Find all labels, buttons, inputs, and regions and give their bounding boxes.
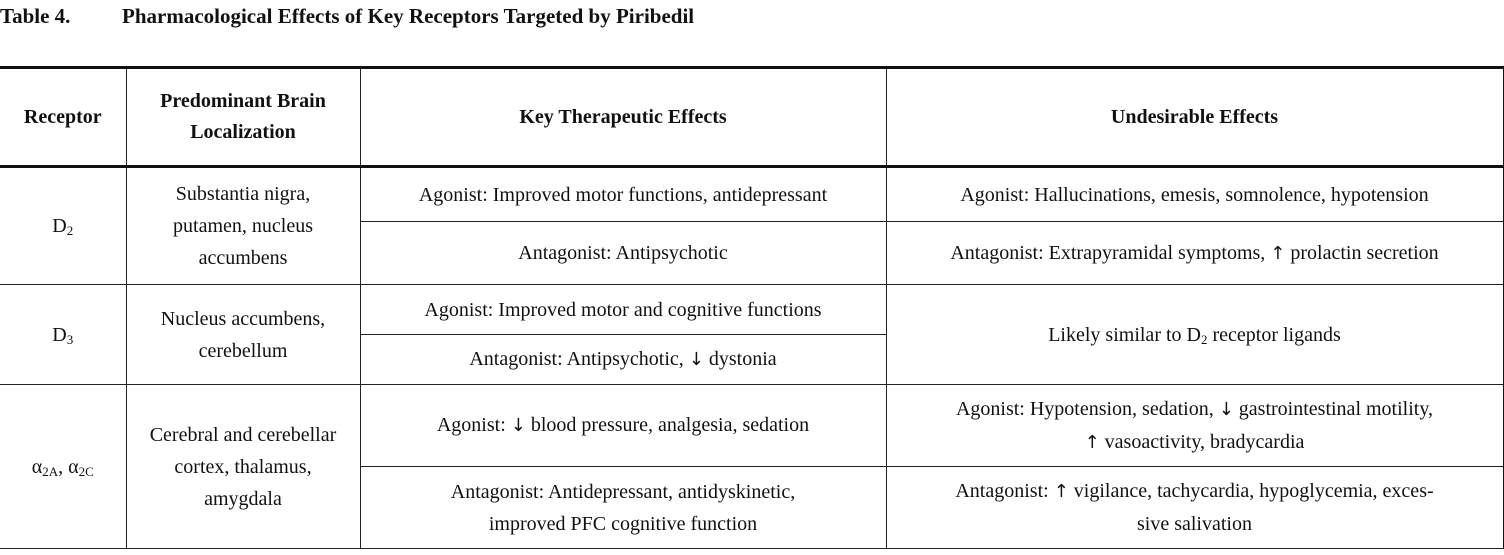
header-therapeutic: Key Therapeutic Effects	[360, 68, 886, 167]
alpha-antagonist-undesirable-suffix: vigilance, tachycardia, hypoglycemia, exces-	[1068, 480, 1434, 502]
alpha-antagonist-therapeutic	[360, 467, 886, 549]
alpha-agonist-therapeutic-suffix: blood pressure, analgesia, sedation	[525, 414, 810, 436]
header-localization	[126, 68, 360, 167]
d3-antagonist-therapeutic	[360, 335, 886, 385]
down-arrow-icon: ↓	[1218, 398, 1234, 420]
d2-agonist-undesirable: Agonist: Hallucinations, emesis, somnolence, hypotension	[886, 167, 1504, 222]
down-arrow-icon: ↓	[688, 349, 704, 370]
receptor-d2	[0, 167, 126, 285]
alpha-antagonist-undesirable-prefix: Antagonist:	[955, 480, 1054, 502]
d3-agonist-therapeutic: Agonist: Improved motor and cognitive functions	[360, 285, 886, 335]
d3-antagonist-therapeutic-prefix: Antagonist: Antipsychotic,	[469, 348, 689, 370]
localization-alpha-text: Cerebral and cerebellar cortex, thalamus, amygdala	[149, 423, 337, 510]
up-arrow-icon: ↑	[1053, 481, 1069, 502]
alpha-agonist-therapeutic-prefix: Agonist:	[436, 414, 511, 436]
localization-d2-text: Substantia nigra, putamen, nucleus accumbens	[173, 183, 313, 269]
d3-undesirable-suffix: receptor ligands	[1207, 323, 1341, 346]
d3-undesirable-sub: 2	[1200, 331, 1208, 347]
alpha-agonist-undesirable-line2: vasoactivity, bradycardia	[1099, 430, 1305, 453]
alpha-antagonist-undesirable-line2: sive salivation	[1137, 513, 1252, 535]
pharmacology-table	[0, 66, 1504, 549]
receptor-alpha-b: α	[68, 455, 79, 478]
up-arrow-icon: ↑	[1270, 242, 1286, 264]
receptor-d2-sub: 2	[66, 223, 74, 238]
d2-antagonist-undesirable-suffix: prolactin secretion	[1285, 241, 1439, 264]
receptor-d3-sub: 3	[66, 331, 74, 347]
receptor-alpha-a-sub: 2A	[42, 463, 59, 479]
header-localization-text: Predominant Brain Localization	[160, 90, 326, 143]
header-undesirable: Undesirable Effects	[886, 68, 1504, 167]
up-arrow-icon: ↑	[1084, 431, 1100, 453]
receptor-alpha-a: α	[31, 455, 43, 478]
d3-undesirable-prefix: Likely similar to D	[1048, 323, 1201, 346]
table-row	[0, 167, 1504, 222]
alpha-agonist-undesirable	[886, 385, 1504, 467]
d2-antagonist-undesirable	[886, 222, 1504, 285]
down-arrow-icon: ↓	[510, 415, 526, 436]
d2-antagonist-undesirable-prefix: Antagonist: Extrapyramidal symptoms,	[950, 241, 1271, 264]
localization-alpha	[126, 385, 360, 549]
table-title: Pharmacological Effects of Key Receptors Targeted by Piribedil	[122, 4, 695, 28]
localization-d3-text: Nucleus accumbens, cerebellum	[160, 307, 326, 362]
d3-antagonist-therapeutic-suffix: dystonia	[703, 348, 777, 370]
d3-undesirable	[886, 285, 1504, 385]
table-caption	[0, 4, 694, 30]
header-receptor: Receptor	[0, 68, 126, 167]
alpha-agonist-therapeutic	[360, 385, 886, 467]
receptor-alpha-b-sub: 2C	[78, 463, 94, 479]
table-number: Table 4.	[0, 4, 71, 28]
alpha-antagonist-undesirable	[886, 467, 1504, 549]
receptor-alpha	[0, 385, 126, 549]
alpha-antagonist-therapeutic-text: Antagonist: Antidepressant, antidyskinetic, improved PFC cognitive function	[450, 480, 796, 535]
table-row	[0, 285, 1504, 335]
alpha-agonist-undesirable-prefix: Agonist: Hypotension, sedation,	[955, 397, 1219, 420]
receptor-d3-main: D	[52, 323, 67, 346]
localization-d2	[126, 167, 360, 285]
receptor-d2-main: D	[52, 215, 67, 237]
localization-d3	[126, 285, 360, 385]
alpha-agonist-undesirable-suffix: gastrointestinal motility,	[1233, 397, 1434, 420]
d2-antagonist-therapeutic: Antagonist: Antipsychotic	[360, 222, 886, 285]
header-row	[0, 68, 1504, 167]
receptor-alpha-sep: ,	[58, 455, 69, 478]
table-row	[0, 385, 1504, 467]
d2-agonist-therapeutic: Agonist: Improved motor functions, antidepressant	[360, 167, 886, 222]
receptor-d3	[0, 285, 126, 385]
